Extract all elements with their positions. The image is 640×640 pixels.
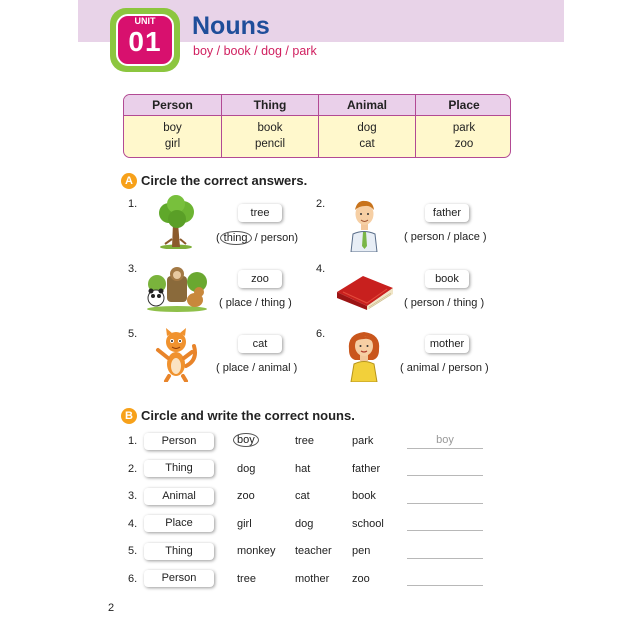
section-a-title: Circle the correct answers. <box>141 173 308 188</box>
answer-line[interactable] <box>407 489 483 504</box>
answer-word-pill: tree <box>238 204 282 222</box>
table-column-thing <box>221 95 318 157</box>
table-column-place <box>415 95 511 157</box>
answer-line[interactable] <box>407 461 483 476</box>
item-number: 2. <box>316 198 326 210</box>
choice-option[interactable]: person <box>448 362 482 374</box>
word-option[interactable] <box>233 433 259 447</box>
table-cell: girl <box>164 138 181 150</box>
choice-options: ( place / thing ) <box>219 297 292 309</box>
choice-options: ( person / thing ) <box>404 297 485 309</box>
table-column-person <box>124 95 221 157</box>
item-number: 3. <box>128 263 138 275</box>
section-a-icon: A <box>121 173 137 189</box>
word-option[interactable]: zoo <box>237 490 255 502</box>
answer-line[interactable]: boy <box>407 434 483 449</box>
row-number: 6. <box>128 573 138 585</box>
answer-line[interactable] <box>407 544 483 559</box>
answer-word-pill: cat <box>238 335 282 353</box>
circled-choice[interactable]: thing <box>220 231 252 245</box>
row-number: 1. <box>128 435 138 447</box>
word-option[interactable]: monkey <box>237 545 276 557</box>
row-number: 2. <box>128 463 138 475</box>
item-number: 4. <box>316 263 326 275</box>
word-option[interactable]: dog <box>295 518 314 530</box>
category-pill: Person <box>144 570 214 587</box>
table-header: Place <box>448 98 480 112</box>
category-pill: Place <box>144 515 214 532</box>
unit-label: UNIT <box>134 16 156 26</box>
row-number: 3. <box>128 490 138 502</box>
page-subtitle: boy / book / dog / park <box>193 44 317 58</box>
row-number: 5. <box>128 545 138 557</box>
item-number: 1. <box>128 198 138 210</box>
choice-options: ( person / place ) <box>404 231 487 243</box>
choice-option[interactable]: thing <box>453 297 478 309</box>
answer-word-pill: mother <box>425 335 469 353</box>
table-cell: book <box>257 122 283 134</box>
section-b-icon: B <box>121 408 137 424</box>
answer-line[interactable] <box>407 571 483 586</box>
row-number: 4. <box>128 518 138 530</box>
choice-options: ( thing / person) <box>216 232 299 244</box>
unit-number: 01 <box>128 26 162 57</box>
table-cell: cat <box>359 138 375 150</box>
word-option[interactable]: zoo <box>352 573 370 585</box>
nouns-table <box>123 94 511 158</box>
zoo-animals-icon <box>145 262 209 312</box>
word-option[interactable]: park <box>352 435 374 447</box>
man-icon <box>345 196 383 252</box>
choice-option[interactable]: thing <box>261 297 286 309</box>
word-option[interactable]: teacher <box>295 545 332 557</box>
word-option[interactable]: book <box>352 490 376 502</box>
answer-word-pill: book <box>425 270 469 288</box>
page-title: Nouns <box>192 12 270 40</box>
table-header: Thing <box>253 98 287 112</box>
choice-option[interactable]: place <box>225 297 253 309</box>
woman-icon <box>343 326 385 382</box>
table-cell: zoo <box>454 138 474 150</box>
word-option[interactable]: hat <box>295 463 311 475</box>
choice-options: ( place / animal ) <box>216 362 298 374</box>
choice-option[interactable]: person <box>260 232 295 244</box>
category-pill: Thing <box>144 460 214 477</box>
item-number: 6. <box>316 328 326 340</box>
table-header: Animal <box>346 98 387 112</box>
word-option[interactable]: mother <box>295 573 330 585</box>
choice-options: ( animal / person ) <box>400 362 489 374</box>
table-header: Person <box>152 98 193 112</box>
item-number: 5. <box>128 328 138 340</box>
table-column-animal <box>318 95 415 157</box>
word-option[interactable]: cat <box>295 490 310 502</box>
category-pill: Thing <box>144 543 214 560</box>
answer-line[interactable] <box>407 516 483 531</box>
circled-word[interactable]: boy <box>233 433 259 447</box>
category-pill: Person <box>144 433 214 450</box>
answer-word-pill: zoo <box>238 270 282 288</box>
page-number: 2 <box>108 602 115 614</box>
word-option[interactable]: father <box>352 463 381 475</box>
table-cell: pencil <box>254 138 286 150</box>
word-option[interactable]: pen <box>352 545 371 557</box>
choice-option[interactable]: person <box>410 297 445 309</box>
cat-icon <box>152 326 200 382</box>
choice-option[interactable]: animal <box>406 362 440 374</box>
category-pill: Animal <box>144 488 214 505</box>
choice-option[interactable]: place <box>222 362 250 374</box>
word-option[interactable]: tree <box>237 573 256 585</box>
choice-option[interactable]: place <box>453 231 480 243</box>
table-cell: boy <box>163 122 182 134</box>
word-option[interactable]: dog <box>237 463 256 475</box>
book-icon <box>333 270 397 310</box>
word-option[interactable]: girl <box>237 518 252 530</box>
word-option[interactable]: tree <box>295 435 314 447</box>
word-option[interactable]: school <box>352 518 384 530</box>
choice-option[interactable]: animal <box>258 362 291 374</box>
answer-word-pill: father <box>425 204 469 222</box>
tree-icon <box>155 195 197 249</box>
table-cell: park <box>452 122 476 134</box>
table-cell: dog <box>357 122 377 134</box>
choice-option[interactable]: person <box>410 231 445 243</box>
section-b-title: Circle and write the correct nouns. <box>141 408 355 423</box>
